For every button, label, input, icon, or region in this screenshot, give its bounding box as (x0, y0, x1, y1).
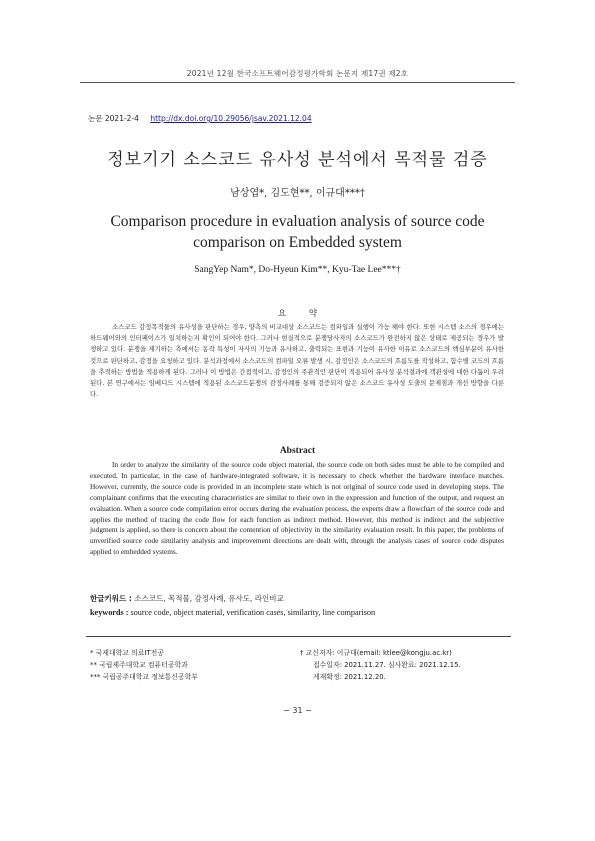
authors-english: SangYep Nam*, Do-Hyeun Kim**, Kyu-Tae Lee***† (194, 265, 401, 275)
summary-heading: 요 약 (277, 309, 328, 319)
affiliation-1: * 국제대학교 의료IT전공 (90, 649, 164, 657)
received-date: 접수일자: 2021.11.27. 심사완료: 2021.12.15. (313, 661, 461, 669)
header-rule (80, 82, 515, 83)
keywords-english-label: keywords : (90, 608, 129, 617)
keywords-english-values: source code, object material, verification cases, similarity, line comparison (128, 608, 376, 617)
summary-body: 소스코드 감정목적물의 유사성을 판단하는 경우, 양측의 비교대상 소스코드는 컴파일과 실행이 가능 해야 한다. 또한 시스템 소스의 경우에는 하드웨어와의 인터페이스가 일치하는지 확인이 되어야 한다. 그러나 현실적으로 분쟁당사자의 소스코드가 완전하지 않은 상태로 제공되는 경우가 발생하고 있다. 분쟁을 제기하는 측에서는 동작 특성이 자사의 기능과 유사하고, 출력되는 표현과 기능이 유사한 이유로 소스코드의 핵심부분이 유사한 것으로 판단하고, 감정을 요청하고 있다. 분석과정에서 소스코드의 컴파일 오류 발생 시, 감정인은 소스코드의 흐름도를 작성하고, 함수별 코드의 흐름을 추적하는 방법을 적용하게 된다. 그러나 이 방법은 간접적이고, 감정인의 주관적인 판단이 적용되어 유사성 분석결과에 객관성에 대한 다툼이 우려된다. 본 연구에서는 임베디드 시스템에 적용된 소스코드분쟁의 감정사례를 통해 검증되지 않은 소스코드 유사성 도출의 문제점과 개선 방향을 다룬다. (90, 323, 504, 399)
keywords-korean-values: 소스코드, 목적물, 감정사례, 유사도, 라인비교 (131, 594, 284, 603)
footnote-rule (86, 636, 511, 637)
keywords-korean-label: 한글키워드 : (90, 594, 132, 603)
corresponding-author: † 교신저자: 이규대(email: ktlee@kongju.ac.kr) (300, 649, 452, 657)
title-english-line-2: comparison on Embedded system (193, 234, 402, 251)
affiliation-3: *** 국립공주대학교 정보통신공학부 (90, 673, 198, 681)
title-english (0, 211, 595, 253)
page-number: − 31 − (283, 706, 312, 715)
journal-header: 2021년 12월 한국소프트웨어감정평가학회 논문지 제17권 제2호 (186, 69, 409, 78)
paper-number-line (88, 113, 312, 124)
doi-link[interactable]: http://dx.doi.org/10.29056/jsav.2021.12.04 (150, 114, 312, 123)
keywords-korean (90, 593, 510, 604)
keywords-english (90, 608, 510, 617)
abstract-heading: Abstract (279, 446, 316, 456)
affiliation-2: ** 국립제주대학교 컴퓨터공학과 (90, 661, 188, 669)
abstract-body: In order to analyze the similarity of the source code object material, the source code on both sides must be able to be compiled and executed. In particular, in the case of hardware-integrated software, it is necessary to check whether the hardware interface matches. However, currently, the source code is provided in an incomplete state which is not original of source code used in developing steps. The complainant confirms that the executing characteristics are similar to their own in the expression and function of the output, and request an evaluation. When a source code compilation error occurs during the evaluation process, the experts draw a flowchart of the source code and applies the method of tracing the code flow for each function as indirect method. However, this method is indirect and the subjective judgment is applied, so there is concern about the contention of objectivity in the similarity evaluation result. In this paper, the problems of unverified source code similarity analysis and improvement directions are dealt with, through the analysis cases of source code disputes applied to embedded systems. (90, 460, 504, 557)
confirmed-date: 게재확정: 2021.12.20. (313, 673, 386, 681)
authors-korean: 남상엽*, 김도현**, 이규대***† (230, 188, 365, 199)
paper-number: 논문 2021-2-4 (88, 114, 139, 123)
title-english-line-1: Comparison procedure in evaluation analysis of source code (110, 213, 485, 230)
title-korean: 정보기기 소스코드 유사성 분석에서 목적물 검증 (107, 150, 488, 170)
